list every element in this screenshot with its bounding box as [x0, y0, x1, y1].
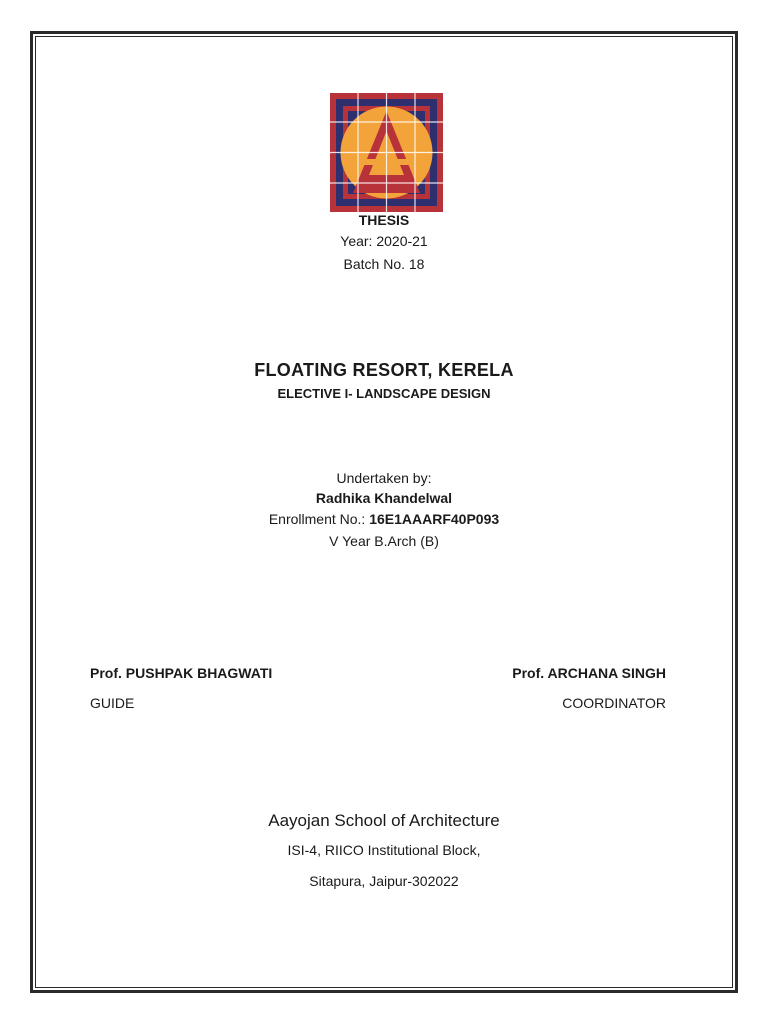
school-logo-icon	[330, 93, 443, 212]
enrollment-line	[0, 511, 768, 527]
institution-name: Aayojan School of Architecture	[268, 811, 500, 830]
thesis-label: THESIS	[358, 212, 410, 228]
coordinator-name: Prof. ARCHANA SINGH	[512, 665, 666, 681]
enrollment-number: 16E1AAARF40P093	[369, 511, 500, 527]
thesis-title: FLOATING RESORT, KERELA	[254, 360, 514, 380]
address-line-1: ISI-4, RIICO Institutional Block,	[287, 842, 481, 858]
academic-year: Year: 2020-21	[340, 233, 428, 249]
coordinator-role: COORDINATOR	[562, 695, 666, 711]
address-line-2: Sitapura, Jaipur-302022	[309, 873, 459, 889]
student-class: V Year B.Arch (B)	[329, 533, 439, 549]
undertaken-by-label: Undertaken by:	[336, 470, 432, 486]
student-name: Radhika Khandelwal	[315, 490, 453, 506]
guide-role: GUIDE	[90, 695, 135, 711]
enrollment-label: Enrollment No.:	[268, 511, 366, 527]
batch-number: Batch No. 18	[343, 256, 425, 272]
elective-subtitle: ELECTIVE I- LANDSCAPE DESIGN	[277, 386, 491, 401]
guide-name: Prof. PUSHPAK BHAGWATI	[90, 665, 273, 681]
